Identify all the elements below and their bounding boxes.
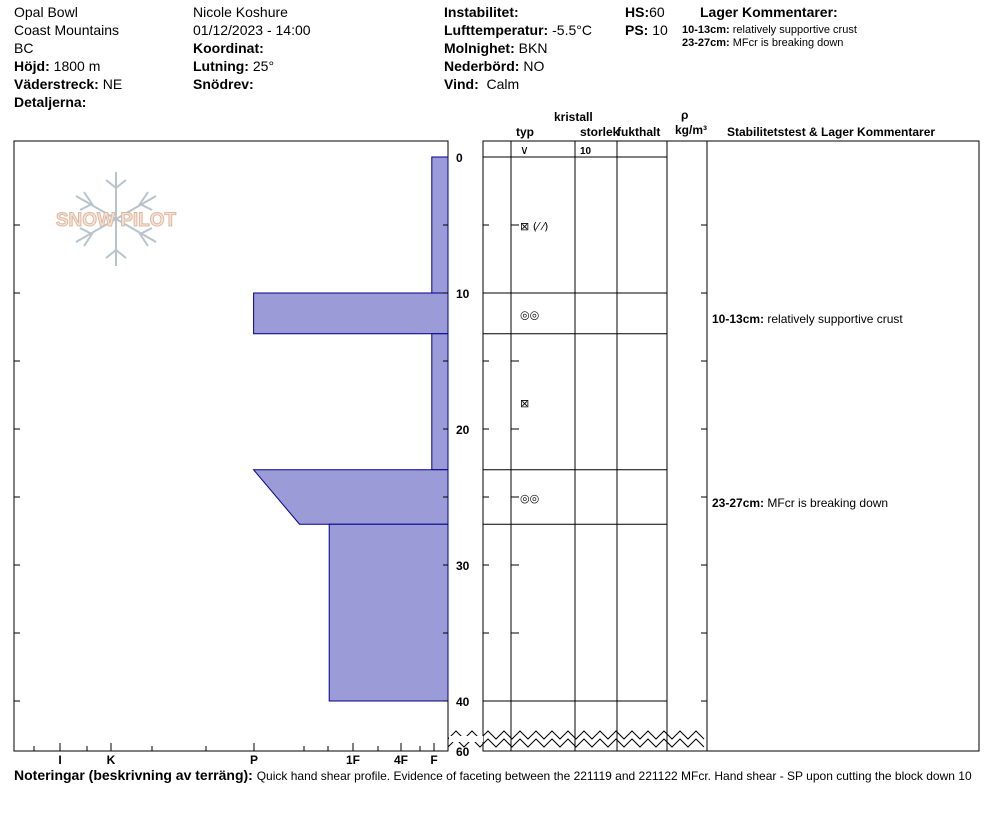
hs-value: 60: [649, 4, 665, 20]
layer-comment-range: 23-27cm:: [712, 496, 765, 510]
notes-line: [14, 766, 980, 785]
layer-comments-title: Lager Kommentarer:: [700, 4, 838, 20]
ps-value: 10: [652, 22, 668, 38]
precip-value: NO: [523, 58, 545, 74]
elevation-value: 1800 m: [53, 58, 101, 74]
grain-type-symbol: ∨: [520, 143, 529, 157]
hardness-tick-label: I: [58, 753, 62, 767]
hardness-profile: [254, 157, 448, 701]
wind-value: Calm: [486, 76, 520, 92]
header-comment-range: 10-13cm:: [682, 24, 730, 36]
surface-grain-size: 10: [580, 146, 592, 157]
logo-text: SNOW PILOT: [55, 210, 177, 231]
notes-label: Noteringar (beskrivning av terräng):: [14, 767, 253, 783]
type-header: typ: [516, 125, 534, 139]
layer-comment-text: MFcr is breaking down: [767, 496, 889, 510]
drift-label: Snödrev:: [193, 76, 254, 92]
hs-label: HS:: [625, 4, 650, 20]
rho-header: ρ: [681, 108, 689, 122]
details-label: Detaljerna:: [14, 94, 87, 110]
sky-label: Molnighet:: [444, 40, 515, 56]
depth-tick-label: 30: [456, 559, 470, 573]
density-unit-header: kg/m³: [675, 123, 708, 137]
hardness-layer-1: [254, 293, 448, 334]
hardness-tick-label: P: [249, 753, 259, 767]
grain-type-symbol: ◎◎: [520, 308, 540, 322]
elevation-label: Höjd:: [14, 58, 50, 74]
location: Opal Bowl: [14, 4, 78, 20]
size-header: storlek: [580, 125, 620, 139]
grain-type-symbol: ⊠: [520, 396, 530, 410]
slope-label: Lutning:: [193, 58, 249, 74]
layer-comment-range: 10-13cm:: [712, 312, 765, 326]
layer-table: [448, 143, 704, 747]
hardness-layer-3: [254, 470, 448, 524]
airtemp-value: -5.5°C: [552, 22, 592, 38]
depth-tick-label: 10: [456, 287, 470, 301]
datetime: 01/12/2023 - 14:00: [193, 22, 311, 38]
notes-text: Quick hand shear profile. Evidence of faceting between the 221119 and 221122 MFcr. Hand shear - SP upon cutting the block down 10: [256, 769, 972, 783]
hardness-tick-label: F: [430, 753, 438, 767]
depth-tick-label: 0: [456, 151, 463, 165]
state: BC: [14, 40, 34, 56]
grain-type-symbol: ⊠ (⁄ ⁄): [520, 220, 549, 233]
ps-label: PS:: [625, 22, 649, 38]
hardness-layer-4: [329, 524, 448, 701]
header-comment-range: 23-27cm:: [682, 37, 730, 49]
precip-label: Nederbörd:: [444, 58, 520, 74]
wind-label: Vind:: [444, 76, 479, 92]
depth-break-zigzag: [448, 739, 704, 747]
aspect-value: NE: [102, 76, 123, 92]
hardness-tick-label: 4F: [393, 753, 409, 767]
hardness-tick-label: K: [106, 753, 116, 767]
slope-value: 25°: [252, 58, 275, 74]
header-comment-text: MFcr is breaking down: [732, 37, 844, 49]
mountain-range: Coast Mountains: [14, 22, 120, 38]
hardness-axis: [34, 743, 438, 767]
hardness-layer-2: [432, 334, 448, 470]
layer-comment-text: relatively supportive crust: [767, 312, 903, 326]
header-comment-text: relatively supportive crust: [732, 24, 857, 36]
coord-label: Koordinat:: [193, 40, 264, 56]
aspect-label: Väderstreck:: [14, 76, 99, 92]
break-gap: [449, 736, 483, 742]
instability-label: Instabilitet:: [444, 4, 519, 20]
layer-table-frame: [483, 141, 979, 751]
grain-type-symbol: ◎◎: [520, 492, 540, 505]
depth-break-zigzag: [448, 731, 704, 739]
observer: Nicole Koshure: [193, 4, 288, 20]
hardness-tick-label: 1F: [345, 753, 361, 767]
depth-tick-label: 40: [456, 695, 470, 709]
sky-value: BKN: [518, 40, 548, 56]
depth-tick-label: 60: [456, 745, 470, 759]
stability-header: Stabilitetstest & Lager Kommentarer: [727, 125, 936, 139]
airtemp-label: Lufttemperatur:: [444, 22, 549, 38]
depth-tick-label: 20: [456, 423, 470, 437]
crystal-header: kristall: [554, 110, 593, 124]
moisture-header: fukthalt: [617, 125, 661, 139]
